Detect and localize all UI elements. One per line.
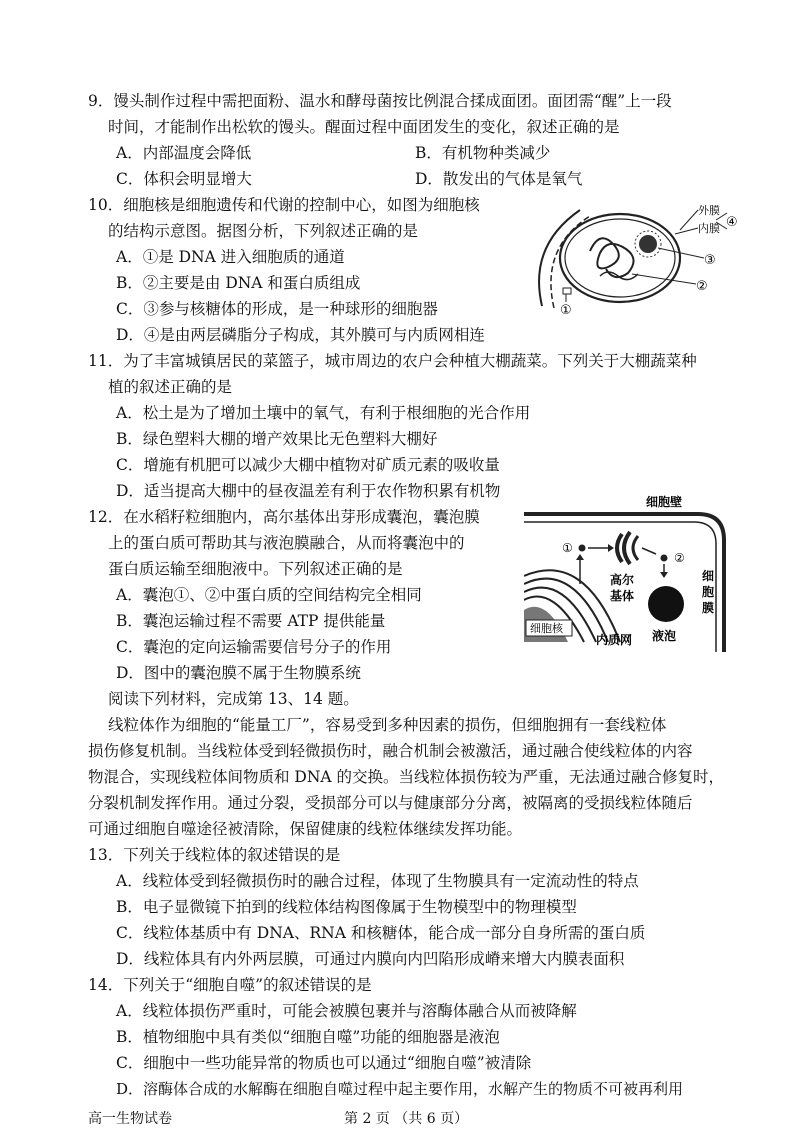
vesicle-2-label: ② <box>674 551 685 565</box>
q11-stem-line2: 植的叙述正确的是 <box>108 378 233 396</box>
cell-membrane-label-2: 胞 <box>702 585 715 599</box>
q12-option-d: D．图中的囊泡膜不属于生物膜系统 <box>116 664 361 682</box>
q10-option-a: A．①是 DNA 进入细胞质的通道 <box>116 248 345 266</box>
q9-option-d: D．散发出的气体是氧气 <box>415 170 583 188</box>
vesicle-transport-diagram <box>524 492 730 652</box>
cell-membrane-label-1: 细 <box>702 569 715 583</box>
nucleus-diagram <box>520 196 740 318</box>
q11-option-c: C．增施有机肥可以减少大棚中植物对矿质元素的吸收量 <box>116 456 500 474</box>
footer-page-number: 第 2 页 （共 6 页） <box>344 1111 469 1127</box>
marker-1: ① <box>560 303 572 318</box>
golgi-label-1: 高尔 <box>610 573 635 587</box>
q14-option-c: C．细胞中一些功能异常的物质也可以通过“细胞自噬”被清除 <box>116 1054 532 1072</box>
marker-4: ④ <box>726 215 738 230</box>
golgi-label-2: 基体 <box>610 589 635 603</box>
q9-option-a: A．内部温度会降低 <box>116 144 252 162</box>
q14-option-d: D．溶酶体合成的水解酶在细胞自噬过程中起主要作用，水解产生的物质不可被再利用 <box>116 1080 684 1098</box>
q10-option-d: D．④是由两层磷脂分子构成，其外膜可与内质网相连 <box>116 326 485 344</box>
q12-option-a: A．囊泡①、②中蛋白质的空间结构完全相同 <box>116 586 422 604</box>
q11-stem-line1: 11．为了丰富城镇居民的菜篮子，城市周边的农户会种植大棚蔬菜。下列关于大棚蔬菜种 <box>88 352 697 370</box>
q10-stem-line1: 10．细胞核是细胞遗传和代谢的控制中心，如图为细胞核 <box>88 196 480 214</box>
q10-option-c: C．③参与核糖体的形成，是一种球形的细胞器 <box>116 300 438 318</box>
nucleus-label: 细胞核 <box>530 622 563 635</box>
q13-option-c: C．线粒体基质中有 DNA、RNA 和核糖体，能合成一部分自身所需的蛋白质 <box>116 924 646 942</box>
q12-option-b: B．囊泡运输过程不需要 ATP 提供能量 <box>116 612 386 630</box>
q9-stem-line1: 9．馒头制作过程中需把面粉、温水和酵母菌按比例混合揉成面团。面团需“醒”上一段 <box>88 92 672 110</box>
marker-2: ② <box>696 279 708 294</box>
q9-option-b: B．有机物种类减少 <box>415 144 551 162</box>
material-paragraph-line4: 分裂机制发挥作用。通过分裂，受损部分可以与健康部分分离，被隔离的受损线粒体随后 <box>88 794 693 812</box>
q10-stem-line2: 的结构示意图。据图分析，下列叙述正确的是 <box>108 222 419 240</box>
material-paragraph-line2: 损伤修复机制。当线粒体受到轻微损伤时，融合机制会被激活，通过融合使线粒体的内容 <box>88 742 693 760</box>
vacuole-label: 液泡 <box>652 629 677 643</box>
material-paragraph-line1: 线粒体作为细胞的“能量工厂”，容易受到多种因素的损伤，但细胞拥有一套线粒体 <box>108 716 667 734</box>
q14-option-a: A．线粒体损伤严重时，可能会被膜包裹并与溶酶体融合从而被降解 <box>116 1002 577 1020</box>
inner-membrane-label: 内膜 <box>698 222 720 235</box>
q12-stem-line3: 蛋白质运输至细胞液中。下列叙述正确的是 <box>108 560 403 578</box>
q12-stem-line1: 12．在水稻籽粒细胞内，高尔基体出芽形成囊泡，囊泡膜 <box>88 508 480 526</box>
cell-wall-label: 细胞壁 <box>646 495 683 509</box>
q13-stem: 13．下列关于线粒体的叙述错误的是 <box>88 846 341 864</box>
q12-stem-line2: 上的蛋白质可帮助其与液泡膜融合，从而将囊泡中的 <box>108 534 465 552</box>
q11-option-a: A．松土是为了增加土壤中的氧气，有利于根细胞的光合作用 <box>116 404 531 422</box>
material-paragraph-line5: 可通过细胞自噬途径被清除，保留健康的线粒体继续发挥功能。 <box>88 820 523 838</box>
q13-option-b: B．电子显微镜下拍到的线粒体结构图像属于生物模型中的物理模型 <box>116 898 577 916</box>
q13-option-d: D．线粒体具有内外两层膜，可通过内膜向内凹陷形成嵴来增大内膜表面积 <box>116 950 625 968</box>
outer-membrane-label: 外膜 <box>698 204 720 217</box>
q13-option-a: A．线粒体受到轻微损伤时的融合过程，体现了生物膜具有一定流动性的特点 <box>116 872 639 890</box>
marker-3: ③ <box>704 253 716 268</box>
material-intro: 阅读下列材料，完成第 13、14 题。 <box>108 690 359 708</box>
q11-option-b: B．绿色塑料大棚的增产效果比无色塑料大棚好 <box>116 430 438 448</box>
er-label: 内质网 <box>596 633 633 647</box>
material-paragraph-line3: 物混合，实现线粒体间物质和 DNA 的交换。当线粒体损伤较为严重，无法通过融合修复时， <box>88 768 725 786</box>
q14-stem: 14．下列关于“细胞自噬”的叙述错误的是 <box>88 976 372 994</box>
q9-option-c: C．体积会明显增大 <box>116 170 252 188</box>
footer-subject: 高一生物试卷 <box>88 1111 172 1127</box>
q10-option-b: B．②主要是由 DNA 和蛋白质组成 <box>116 274 361 292</box>
q12-option-c: C．囊泡的定向运输需要信号分子的作用 <box>116 638 392 656</box>
vesicle-1-label: ① <box>562 541 573 555</box>
cell-membrane-label-3: 膜 <box>702 601 715 615</box>
q9-stem-line2: 时间，才能制作出松软的馒头。醒面过程中面团发生的变化，叙述正确的是 <box>108 118 620 136</box>
q14-option-b: B．植物细胞中具有类似“细胞自噬”功能的细胞器是液泡 <box>116 1028 500 1046</box>
q11-option-d: D．适当提高大棚中的昼夜温差有利于农作物积累有机物 <box>116 482 501 500</box>
